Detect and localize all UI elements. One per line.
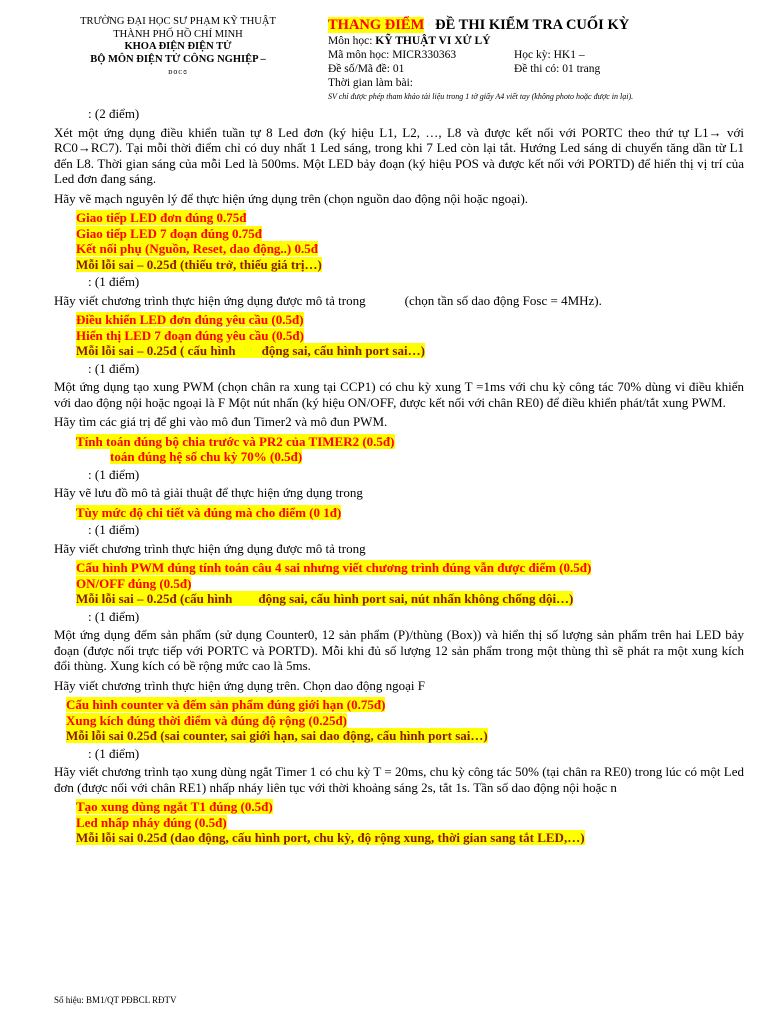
exam-note: SV chỉ được phép tham khảo tài liệu trong 1 tờ giấy A4 viết tay (không photo hoặc được in lại). <box>328 92 634 101</box>
school-name-line2: THÀNH PHỐ HỒ CHÍ MINH <box>113 28 243 40</box>
q5-answer-1: Cấu hình PWM đúng tính toán câu 4 sai nhưng viết chương trình đúng vẫn được điểm (0.5đ) <box>76 560 592 575</box>
school-name-line1: TRƯỜNG ĐẠI HỌC SƯ PHẠM KỸ THUẬT <box>80 16 276 27</box>
q6-answer-list <box>54 697 744 744</box>
q5-answer-2: ON/OFF đúng (0.5đ) <box>76 575 192 591</box>
school-header <box>58 16 298 79</box>
q2-text: Hãy viết chương trình thực hiện ứng dụng được mô tả trong (chọn tần số dao động Fosc = 4MHz). <box>54 292 602 308</box>
q2-answer-list <box>54 312 744 359</box>
q2-points: : (1 điểm) <box>88 274 140 289</box>
q7-text: Hãy viết chương trình tạo xung dùng ngắt Timer 1 có chu kỳ T = 20ms, chu kỳ công tác 50% (tại chân ra RE0) trong lúc có một Led đơn (được nối với chân RE1) nhấp nháy liên tục với thời khoảng sáng 2s, tắt 1s. Tần số dao động nội hoặc n <box>54 764 744 795</box>
q7-points: : (1 điểm) <box>88 745 140 761</box>
exam-no-row <box>328 62 748 76</box>
q6-text: Một ứng dụng đếm sản phẩm (sử dụng Counter0, 12 sản phẩm (P)/thùng (Box)) và hiển thị số lượng sản phẩm trên hai LED bảy đoạn (được nối trực tiếp với PORTC và PORTD). Mỗi khi đủ số lượng 12 sản phẩm trong một thùng thì sẽ phát ra một xung kích đổi thùng. Xung kích có bề rộng mức cao là 5ms. <box>54 627 744 673</box>
q4-points: : (1 điểm) <box>88 466 140 482</box>
faculty-name: KHOA ĐIỆN ĐIỆN TỬ <box>124 41 232 52</box>
q5-points: : (1 điểm) <box>88 522 140 537</box>
q5-answer-list <box>54 560 744 607</box>
exam-number: Đề số/Mã đề: 01 <box>328 63 405 75</box>
q6-answer-1: Cấu hình counter và đếm sản phẩm đúng giới hạn (0.75đ) <box>66 697 386 712</box>
q3-text: Một ứng dụng tạo xung PWM (chọn chân ra xung tại CCP1) có chu kỳ xung T =1ms với chu kỳ công tác 70% dùng vi điều khiển với dao động nội hoặc ngoại là F Một nút nhấn (ký hiệu ON/OFF, được kết nối với chân RE0) để điều khiển phát/tắt xung PWM. <box>54 379 744 410</box>
q7-answer-1: Tạo xung dùng ngắt T1 đúng (0.5đ) <box>76 799 273 814</box>
q7-answer-3: Mỗi lỗi sai 0.25đ (dao động, cấu hình port, chu kỳ, độ rộng xung, thời gian sang tắt LED,…) <box>76 830 585 845</box>
subject-code: Mã môn học: MICR330363 <box>328 49 457 61</box>
department-name: BỘ MÔN ĐIỆN TỬ CÔNG NGHIỆP – <box>90 53 266 65</box>
q5-answer-3: Mỗi lỗi sai – 0.25đ (cấu hình động sai, cấu hình port sai, nút nhấn không chống dội…) <box>76 591 574 606</box>
q7-answer-2: Led nhấp nháy đúng (0.5đ) <box>76 814 227 830</box>
q3-answer-list <box>54 434 744 465</box>
q1-points: : (2 điểm) <box>88 106 140 121</box>
document-code: Số hiệu: BM1/QT PĐBCL RĐTV <box>54 995 177 1005</box>
q2-answer-3: Mỗi lỗi sai – 0.25đ ( cấu hình động sai, cấu hình port sai…) <box>76 343 425 358</box>
exam-title-line <box>328 16 748 34</box>
code-row <box>328 48 748 62</box>
q2-answer-1: Điều khiển LED đơn đúng yêu cầu (0.5đ) <box>76 312 304 327</box>
q1-text: Xét một ứng dụng điều khiển tuần tự 8 Led đơn (ký hiệu L1, L2, …, L8 và được kết nối với PORTC theo thứ tự L1→ với RC0→RC7). Tại mỗi thời điểm chỉ có duy nhất 1 Led sáng, trong khi 7 Led còn lại tắt. Hướng Led sáng di chuyển tăng dần từ L1 đến L8. Thời gian sáng của mỗi Led là 500ms. Một LED bảy đoạn (ký hiệu POS và được kết nối với PORTD) để hiển thị vị trí của Led đơn đang sáng. <box>54 124 744 186</box>
q1-answer-list <box>54 210 744 272</box>
q1-instruction: Hãy vẽ mạch nguyên lý để thực hiện ứng dụng trên (chọn nguồn dao động nội hoặc ngoại). <box>54 190 529 206</box>
q6-points: : (1 điểm) <box>88 608 140 624</box>
q3-instruction: Hãy tìm các giá trị để ghi vào mô đun Timer2 và mô đun PWM. <box>54 414 388 429</box>
subject-label: Môn học: <box>328 35 373 47</box>
q4-answer-list <box>54 505 744 521</box>
q7-answer-list <box>54 799 744 846</box>
q5-text: Hãy viết chương trình thực hiện ứng dụng được mô tả trong <box>54 540 366 556</box>
semester: Học kỳ: HK1 – <box>514 49 585 61</box>
subject-line <box>328 34 748 48</box>
ornament: ᴅᴏᴄɞ <box>168 67 188 76</box>
q3-points: : (1 điểm) <box>88 360 140 376</box>
q6-answer-3: Mỗi lỗi sai 0.25đ (sai counter, sai giới hạn, sai dao động, cấu hình port sai…) <box>66 728 488 743</box>
q4-text: Hãy vẽ lưu đồ mô tả giải thuật để thực hiện ứng dụng trong <box>54 485 363 500</box>
q6-answer-2: Xung kích đúng thời điểm và đúng độ rộng (0.25đ) <box>66 712 347 728</box>
time-label: Thời gian làm bài: <box>328 77 413 89</box>
q1-answer-3: Kết nối phụ (Nguồn, Reset, dao động..) 0.5đ <box>76 241 318 256</box>
exam-title: ĐỀ THI KIỂM TRA CUỐI KỲ <box>435 17 630 33</box>
page-count: Đề thi có: 01 trang <box>514 63 601 75</box>
q6-instruction: Hãy viết chương trình thực hiện ứng dụng trên. Chọn dao động ngoại F <box>54 677 426 693</box>
q3-answer-1: Tính toán đúng bộ chia trước và PR2 của TIMER2 (0.5đ) <box>76 433 395 449</box>
q1-answer-2: Giao tiếp LED 7 đoạn đúng 0.75đ <box>76 225 263 241</box>
exam-header <box>328 16 748 104</box>
q1-answer-1: Giao tiếp LED đơn đúng 0.75đ <box>76 210 247 225</box>
subject-name: KỸ THUẬT VI XỬ LÝ <box>375 35 491 47</box>
q3-answer-2: toán đúng hệ số chu kỳ 70% (0.5đ) <box>110 449 303 464</box>
answer-key-label: THANG ĐIỂM <box>328 17 425 33</box>
q2-answer-2: Hiển thị LED 7 đoạn đúng yêu cầu (0.5đ) <box>76 327 304 343</box>
exam-content <box>54 104 744 846</box>
q1-answer-4: Mỗi lỗi sai – 0.25đ (thiếu trở, thiếu giá trị…) <box>76 256 322 272</box>
q4-answer-1: Tùy mức độ chi tiết và đúng mà cho điểm (0 1đ) <box>76 504 342 520</box>
